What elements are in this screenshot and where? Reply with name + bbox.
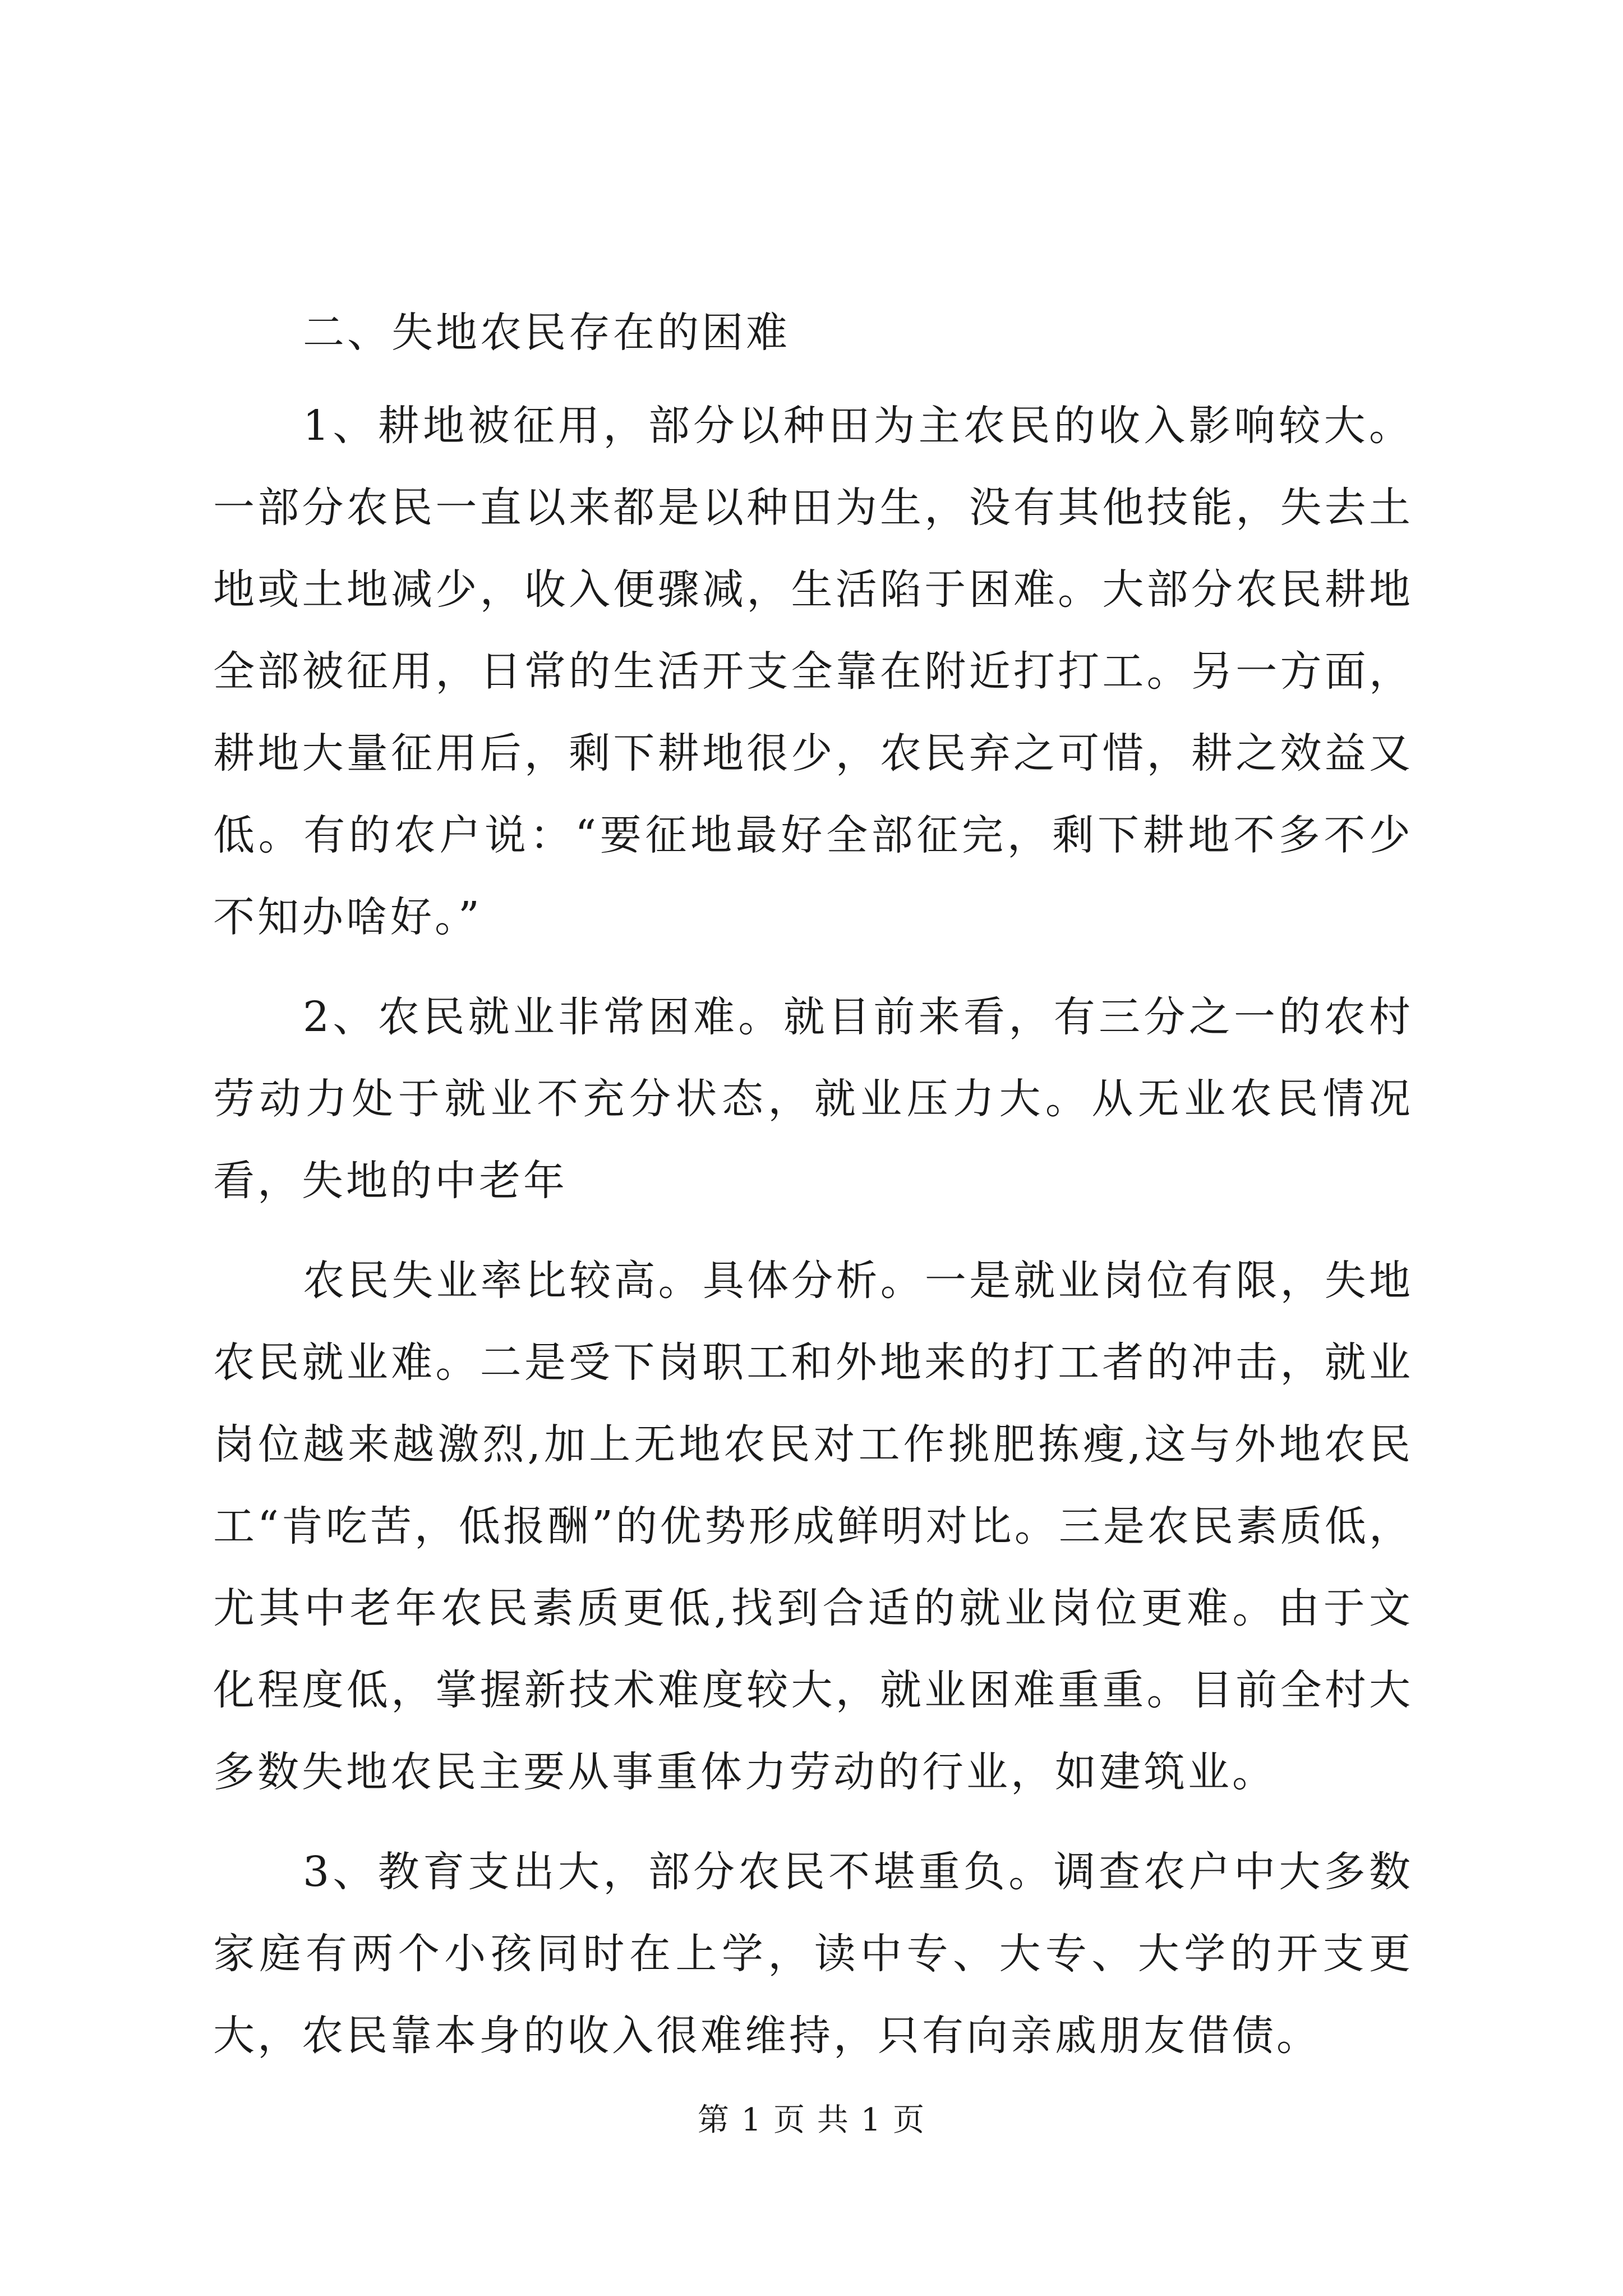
paragraph-4: 3、教育支出大，部分农民不堪重负。调查农户中大多数家庭有两个小孩同时在上学，读中专、大专、大学的开支更大，农民靠本身的收入很难维持，只有向亲戚朋友借债。 [213,1848,1413,2060]
document-body [213,292,1413,2095]
paragraph-1: 1、耕地被征用，部分以种田为主农民的收入影响较大。一部分农民一直以来都是以种田为生，没有其他技能，失去土地或土地减少，收入便骤减，生活陷于困难。大部分农民耕地全部被征用，日常的生活开支全靠在附近打打工。另一方面，耕地大量征用后，剩下耕地很少，农民弃之可惜，耕之效益又低。有的农户说：“要征地最好全部征完，剩下耕地不多不少不知办啥好。” [213,402,1413,941]
paragraph-2: 2、农民就业非常困难。就目前来看，有三分之一的农村劳动力处于就业不充分状态，就业压力大。从无业农民情况看，失地的中老年 [213,993,1413,1205]
section-heading: 二、失地农民存在的困难 [303,309,790,357]
page-footer: 第 1 页 共 1 页 [697,2102,926,2138]
paragraph-3: 农民失业率比较高。具体分析。一是就业岗位有限，失地农民就业难。二是受下岗职工和外地来的打工者的冲击，就业岗位越来越激烈,加上无地农民对工作挑肥拣瘦,这与外地农民工“肯吃苦，低报酬”的优势形成鲜明对比。三是农民素质低，尤其中老年农民素质更低,找到合适的就业岗位更难。由于文化程度低，掌握新技术难度较大，就业困难重重。目前全村大多数失地农民主要从事重体力劳动的行业，如建筑业。 [213,1257,1413,1796]
